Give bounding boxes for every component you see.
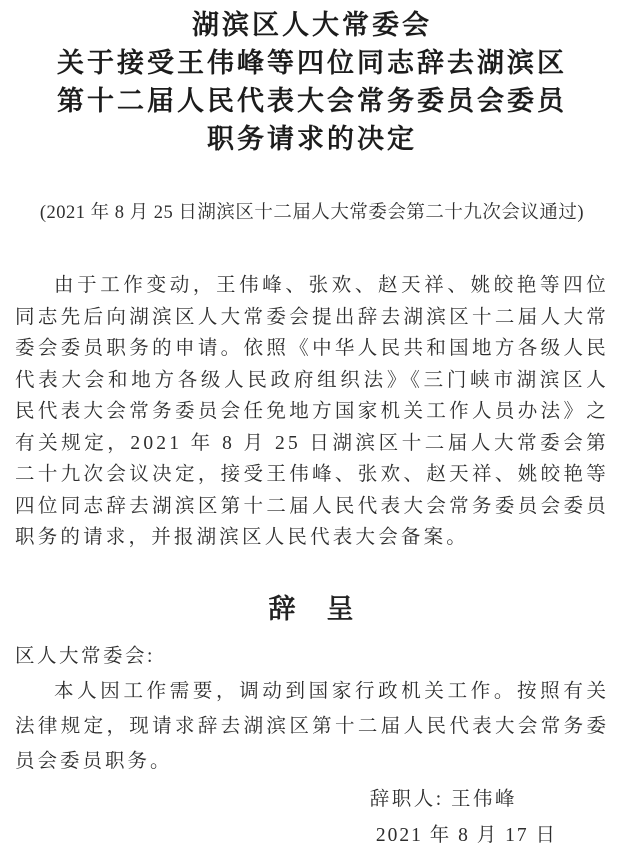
title-line-1: 湖滨区人大常委会 bbox=[192, 10, 432, 40]
title-line-4: 职务请求的决定 bbox=[207, 124, 417, 154]
document-title bbox=[15, 6, 609, 158]
signer-line: 辞职人: 王伟峰 bbox=[369, 788, 517, 810]
title-line-2: 关于接受王伟峰等四位同志辞去湖滨区 bbox=[57, 48, 567, 78]
title-line-3: 第十二届人民代表大会常务委员会委员 bbox=[57, 86, 567, 116]
letter-body: 本人因工作需要，调动到国家行政机关工作。按照有关法律规定，现请求辞去湖滨区第十二届人民代表大会常务委员会委员职务。 bbox=[15, 680, 609, 772]
meeting-note: (2021 年 8 月 25 日湖滨区十二届人大常委会第二十九次会议通过) bbox=[39, 203, 585, 223]
resignation-letter-heading: 辞 呈 bbox=[268, 593, 356, 624]
letter-salutation: 区人大常委会: bbox=[15, 645, 155, 667]
decision-paragraph: 由于工作变动，王伟峰、张欢、赵天祥、姚皎艳等四位同志先后向湖滨区人大常委会提出辞去湖滨区十二届人大常委会委员职务的申请。依照《中华人民共和国地方各级人民代表大会和地方各级人民政府组织法》《三门峡市湖滨区人民代表大会常务委员会任免地方国家机关工作人员办法》之有关规定，2021 年 8 月 25 日湖滨区十二届人大常委会第二十九次会议决定，接受王伟峰、张欢、赵天祥、姚皎艳等四位同志辞去湖滨区第十二届人民代表大会常务委员会委员职务的请求，并报湖滨区人民代表大会备案。 bbox=[15, 275, 609, 548]
date-line: 2021 年 8 月 17 日 bbox=[375, 824, 557, 846]
